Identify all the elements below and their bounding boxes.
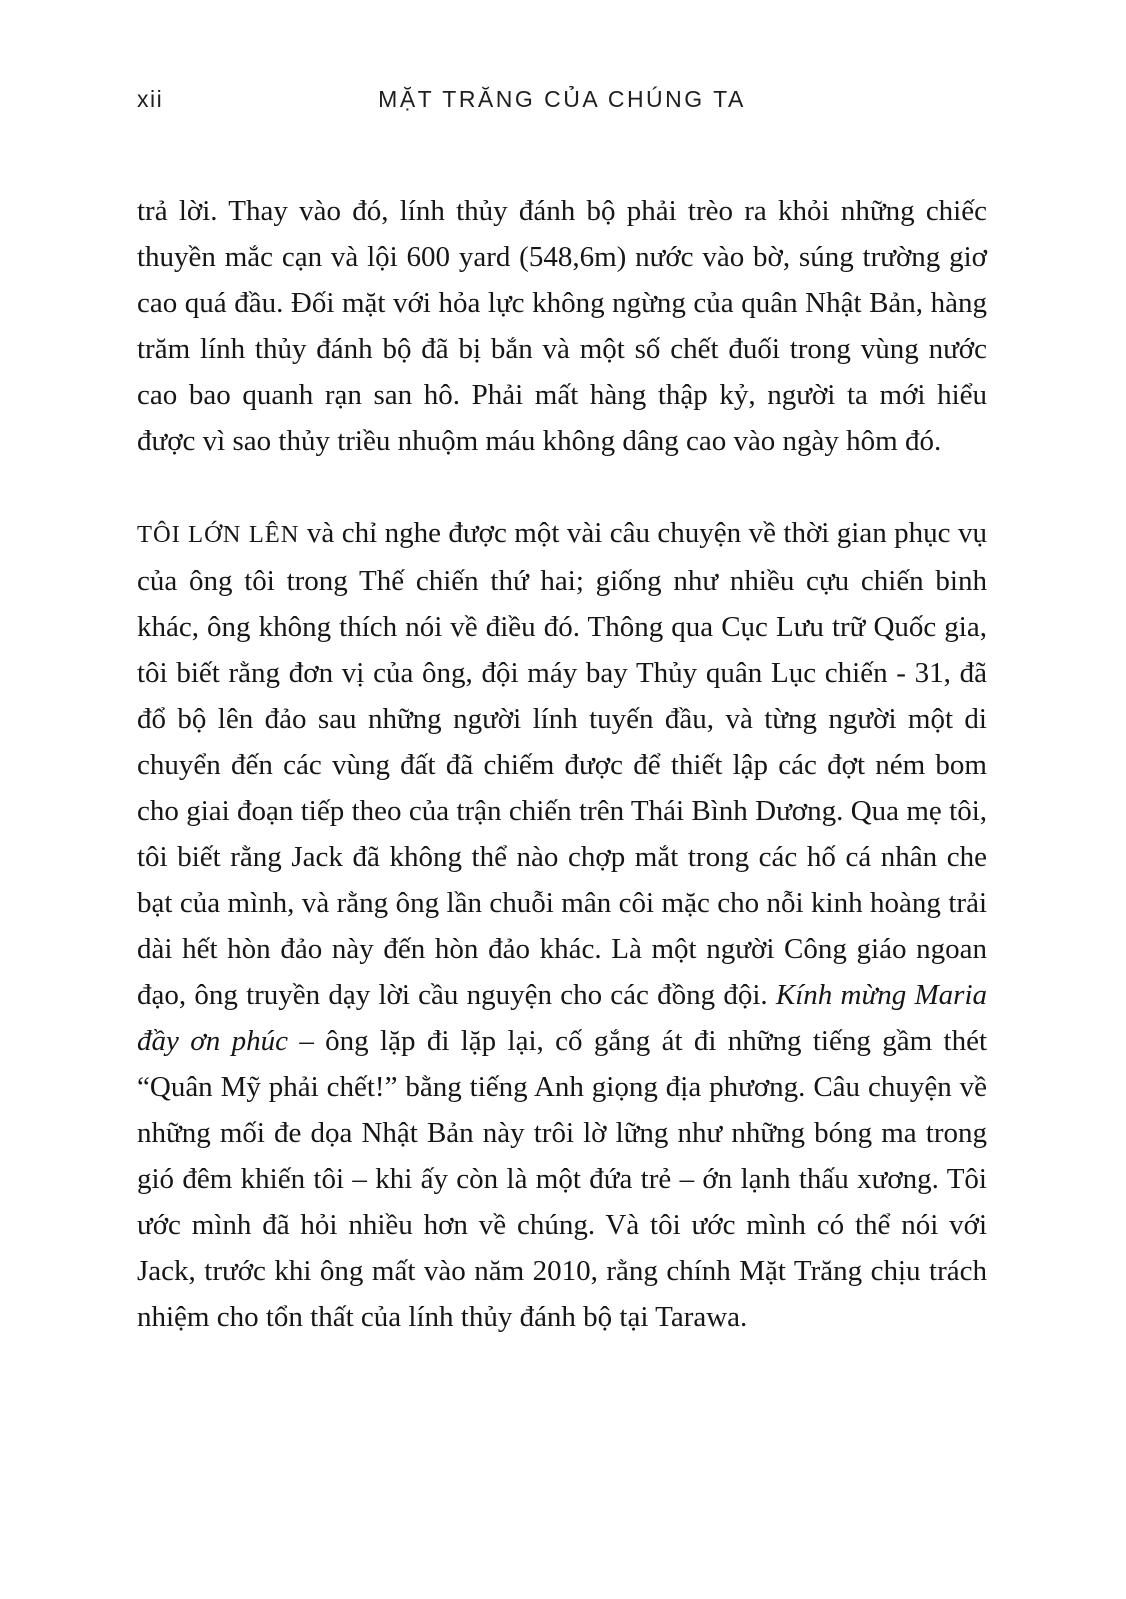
running-head-title: MẶT TRĂNG CỦA CHÚNG TA: [378, 86, 746, 112]
page-number: xii: [137, 86, 164, 112]
text-run: – ông lặp đi lặp lại, cố gắng át đi những tiếng gầm thét “Quân Mỹ phải chết!” bằng tiếng Anh giọng địa phương. Câu chuyện về những mối đe dọa Nhật Bản này trôi lờ lững như những bóng ma trong gió đêm khiến tôi – khi ấy còn là một đứa trẻ – ớn lạnh thấu xương. Tôi ước mình đã hỏi nhiều hơn về chúng. Và tôi ước mình có thể nói với Jack, trước khi ông mất vào năm 2010, rằng chính Mặt Trăng chịu trách nhiệm cho tổn thất của lính thủy đánh bộ tại Tarawa.: [137, 1025, 987, 1333]
italic-prayer-phrase: Kính mừng Maria đầy ơn phúc: [137, 979, 987, 1057]
text-run: và chỉ nghe được một vài câu chuyện về thời gian phục vụ của ông tôi trong Thế chiến thứ hai; giống như nhiều cựu chiến binh khác, ông không thích nói về điều đó. Thông qua Cục Lưu trữ Quốc gia, tôi biết rằng đơn vị của ông, đội máy bay Thủy quân Lục chiến - 31, đã đổ bộ lên đảo sau những người lính tuyến đầu, và từng người một di chuyển đến các vùng đất đã chiếm được để thiết lập các đợt ném bom cho giai đoạn tiếp theo của trận chiến trên Thái Bình Dương. Qua mẹ tôi, tôi biết rằng Jack đã không thể nào chợp mắt trong các hố cá nhân che bạt của mình, và rằng ông lần chuỗi mân côi mặc cho nỗi kinh hoàng trải dài hết hòn đảo này đến hòn đảo khác. Là một người Công giáo ngoan đạo, ông truyền dạy lời cầu nguyện cho các đồng đội.: [137, 517, 987, 1011]
body-text: [137, 188, 987, 1340]
paragraph-2: [137, 510, 987, 1340]
paragraph-1: [137, 188, 987, 464]
small-caps-lead-in: TÔI LỚN LÊN: [137, 521, 300, 548]
running-header: [137, 84, 987, 114]
text-run: trả lời. Thay vào đó, lính thủy đánh bộ phải trèo ra khỏi những chiếc thuyền mắc cạn và lội 600 yard (548,6m) nước vào bờ, súng trường giơ cao quá đầu. Đối mặt với hỏa lực không ngừng của quân Nhật Bản, hàng trăm lính thủy đánh bộ đã bị bắn và một số chết đuối trong vùng nước cao bao quanh rạn san hô. Phải mất hàng thập kỷ, người ta mới hiểu được vì sao thủy triều nhuộm máu không dâng cao vào ngày hôm đó.: [137, 195, 987, 457]
